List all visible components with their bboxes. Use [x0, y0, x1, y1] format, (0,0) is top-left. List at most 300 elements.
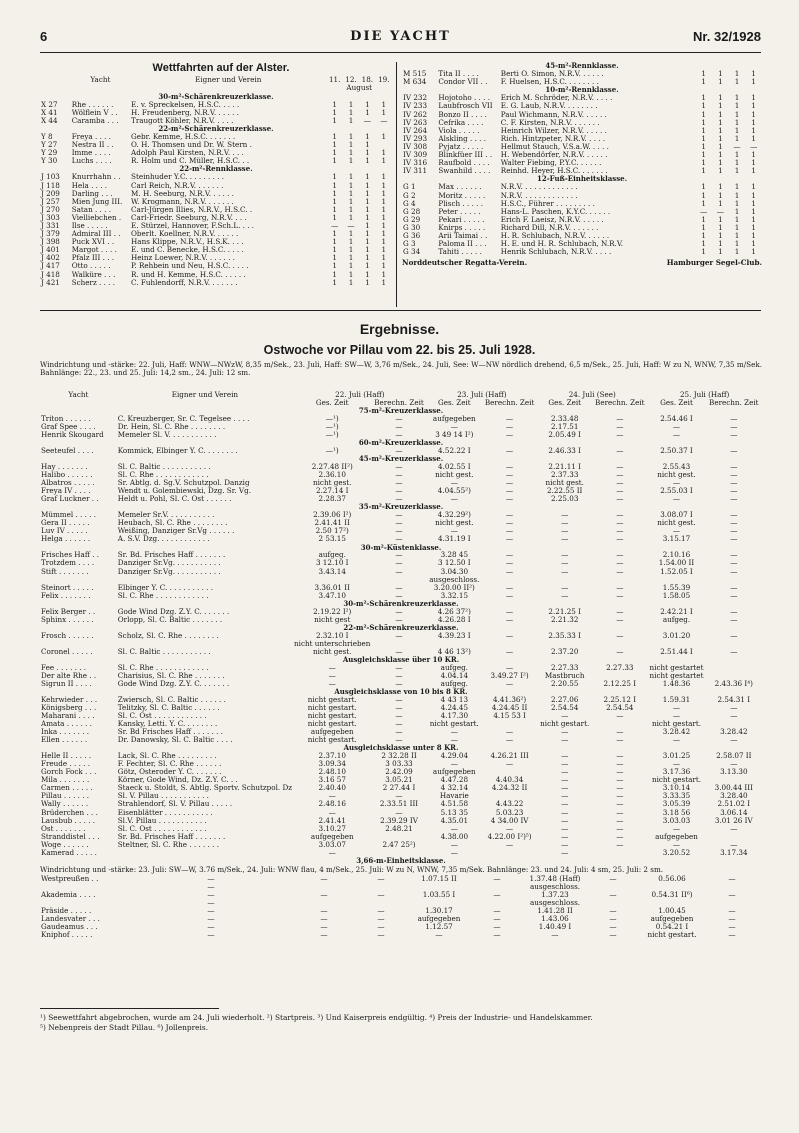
sail-number: IV 262: [403, 110, 428, 119]
result-time: —: [395, 736, 403, 745]
race-mark: 1: [751, 248, 756, 257]
result-time: —: [395, 471, 403, 480]
result-time: nicht gestartet: [649, 663, 704, 672]
yacht-name: Swanhild . . . .: [438, 167, 491, 176]
result-time: —¹): [325, 423, 339, 432]
result-time: —: [328, 792, 336, 801]
result-time: 3.17.36: [662, 768, 691, 777]
yacht-name: Frosch . . . . . .: [41, 631, 94, 640]
sail-number: Y 30: [41, 157, 58, 166]
result-time: 4.29.04: [440, 752, 469, 761]
race-mark: 1: [734, 126, 740, 135]
class-heading: [40, 688, 762, 696]
result-row: [40, 640, 762, 648]
owner-club: C. Kreuzberger, Sr. C. Tegelsee . . . .: [117, 415, 250, 424]
yacht-name: Hojotoho . . . .: [438, 94, 490, 103]
yacht-row: [40, 262, 392, 270]
race-mark: 1: [332, 157, 337, 166]
yacht-row: [402, 159, 762, 167]
owner-club: N.R.V. . . . . . . . . . . . .: [500, 191, 578, 200]
yacht-name: Kehrwieder . . .: [41, 695, 98, 704]
col-ges: Ges. Zeit: [548, 399, 582, 408]
race-mark: 1: [734, 94, 740, 103]
owner-club: —: [207, 890, 215, 899]
owner-club: Gode Wind Dzg. Z.Y. C. . . . . . .: [117, 679, 230, 688]
result-time: 3.33.35: [662, 792, 691, 801]
result-time: nicht unterschrieben: [294, 639, 371, 648]
yacht-name: Rhe . . . . . .: [71, 100, 114, 109]
yacht-row: [402, 70, 762, 78]
owner-club: Danziger Sr.Vg. . . . . . . . . . .: [117, 559, 221, 568]
result-time: —: [395, 519, 403, 528]
result-time: 1.52.05 I: [660, 567, 693, 576]
result-time: 3.01 26 IV: [714, 816, 753, 825]
race-mark: 1: [701, 134, 706, 143]
race-mark: 1: [701, 70, 706, 79]
sail-number: J 401: [41, 246, 60, 255]
owner-club: Walter Fiebing, P.Y.C. . . . . .: [500, 159, 602, 168]
result-time: —: [450, 848, 458, 857]
result-time: 2.51.44 I: [660, 647, 693, 656]
race-mark: 1: [348, 197, 354, 206]
result-time: —: [506, 736, 514, 745]
race-mark: 1: [365, 197, 370, 206]
owner-club: F. Fechter, Sl. C. Rhe . . . . . .: [117, 760, 222, 769]
yacht-name: Hela . . . .: [71, 181, 108, 190]
yacht-name: Darling . . .: [71, 189, 113, 198]
alster-col-yacht: Yacht: [90, 76, 111, 85]
result-time: [537, 640, 592, 648]
result-time: —: [561, 784, 569, 793]
class-label: Ausgleichsklasse von 10 bis 8 KR.: [334, 687, 468, 696]
owner-club: R. und H. Kemme, H.S.C. . . . . .: [131, 270, 246, 279]
result-row: [40, 592, 762, 600]
race-mark: 1: [718, 110, 723, 119]
result-time: —: [395, 711, 403, 720]
result-time: —: [395, 463, 403, 472]
page-header: [40, 30, 761, 50]
yacht-name: Luchs . . . .: [71, 157, 112, 166]
result-time: 2.27.33: [606, 663, 634, 672]
alster-month: August: [346, 84, 373, 93]
col-yacht: Yacht: [68, 391, 89, 399]
race-mark: 1: [718, 151, 723, 160]
owner-club: R. Holm und C. Müller, H.S.C. . .: [131, 157, 250, 166]
result-time: —: [730, 511, 738, 520]
result-time: —: [561, 768, 569, 777]
race-mark: 1: [381, 246, 387, 255]
race-mark: 1: [348, 262, 354, 271]
class-label: 30-m²-Küstenklasse.: [360, 543, 442, 552]
result-row: [40, 568, 762, 576]
yacht-row: [402, 102, 762, 110]
race-mark: 1: [348, 157, 354, 166]
result-time: nicht gestart.: [307, 711, 357, 720]
result-time: 2.35.33 I: [548, 631, 581, 640]
result-time: [706, 776, 762, 784]
result-time: nicht gestart.: [540, 720, 590, 729]
owner-club: Erich F. Laeisz, N.R.V. . . . . .: [500, 215, 604, 224]
race-mark: 1: [332, 230, 337, 239]
result-time: —: [730, 479, 738, 488]
race-mark: 1: [734, 110, 740, 119]
result-time: 2.43.36 I⁴): [714, 679, 753, 688]
result-time: —: [609, 923, 617, 932]
result-row: [40, 632, 762, 640]
result-time: 1.37.23: [541, 890, 569, 899]
result-time: —: [377, 915, 385, 924]
yacht-name: Vielliebchen .: [71, 213, 122, 222]
race-mark: 1: [718, 199, 723, 208]
race-mark: 1: [332, 262, 337, 271]
result-time: —: [320, 907, 328, 916]
race-mark: 1: [734, 191, 740, 200]
owner-club: Eisenblätter . . . . . . . . . . .: [117, 808, 213, 817]
result-time: —: [506, 647, 514, 656]
class-label: 60-m²-Kreuzerklasse.: [358, 439, 444, 448]
result-time: 1.37.48 (Haff): [529, 874, 581, 883]
result-time: 1.03.55 I: [422, 890, 456, 899]
race-mark: 1: [365, 141, 370, 150]
yacht-name: Sphinx . . . . . .: [41, 615, 94, 624]
race-mark: 1: [701, 183, 706, 192]
result-time: —: [506, 495, 514, 504]
sail-number: IV 264: [403, 126, 428, 135]
footnote-rule: [40, 1008, 219, 1009]
result-time: 2.19.22 I²): [313, 607, 352, 616]
race-mark: 1: [332, 108, 337, 117]
result-time: —: [609, 874, 617, 883]
result-time: —: [506, 511, 514, 520]
result-time: 1.55.39: [662, 583, 691, 592]
race-mark: 1: [718, 215, 723, 224]
owner-club: A. S.V. Dzg. . . . . . . . . . . .: [117, 535, 210, 544]
yacht-row: [40, 271, 392, 279]
race-mark: 1: [332, 149, 337, 158]
result-time: 2.54.31 I: [717, 695, 751, 704]
result-time: —: [616, 784, 624, 793]
yacht-name: Präside . . . . .: [41, 907, 92, 916]
owner-club: Dr. Hein, Sl. C. Rhe . . . . . . . .: [117, 423, 226, 432]
result-time: [482, 720, 537, 728]
result-time: 3.05.39: [662, 800, 691, 809]
result-time: 3.04.30: [440, 567, 469, 576]
result-time: —: [450, 495, 458, 504]
race-mark: 1: [332, 173, 337, 182]
class-label: 30-m²-Schärenkreuzerklasse.: [343, 599, 459, 608]
sail-number: IV 233: [403, 102, 428, 111]
result-time: —: [616, 447, 624, 456]
yacht-name: Fee . . . . . . .: [41, 663, 87, 672]
result-row: [40, 479, 762, 487]
result-time: aufgeg.: [318, 551, 346, 560]
sail-number: IV 263: [403, 118, 428, 127]
race-mark: 1: [701, 142, 706, 151]
result-time: —: [616, 423, 624, 432]
yacht-row: [402, 127, 762, 135]
yacht-row: [402, 232, 762, 240]
result-time: aufgegeben: [310, 832, 354, 841]
result-time: 2 32.28 II: [381, 752, 417, 761]
result-time: —: [506, 591, 514, 600]
yacht-name: Inka . . . . . . .: [41, 728, 90, 737]
result-time: 2.48.10: [318, 768, 346, 777]
owner-club: Henrik Schlubach, N.R.V. . . . .: [500, 248, 612, 257]
owner-club: M. H. Seeburg, N.R.V. . . . . .: [131, 189, 234, 198]
result-time: 4.17.30: [440, 711, 469, 720]
result-time: [706, 833, 762, 841]
yacht-row: [402, 200, 762, 208]
class-label: 10-m²-Rennklasse.: [545, 86, 619, 95]
result-row: [40, 768, 762, 776]
result-row: [40, 423, 762, 431]
owner-club: Heldt u. Pohl, Sl. C. Ost . . . . . .: [117, 495, 232, 504]
result-time: nicht gest.: [435, 519, 474, 528]
result-time: [647, 640, 705, 648]
owner-club: Heinrich Wilzer, N.R.V. . . . . .: [500, 126, 607, 135]
owner-club: —: [207, 882, 215, 891]
result-row: [40, 576, 762, 584]
column-divider: [396, 62, 397, 307]
race-mark: 1: [381, 262, 387, 271]
race-mark: 1: [365, 246, 370, 255]
yacht-name: Frisches Haff . .: [41, 551, 100, 560]
result-time: —: [616, 551, 624, 560]
race-mark: 1: [751, 183, 756, 192]
yacht-name: Arii Taimai . .: [438, 231, 488, 240]
result-time: —: [395, 631, 403, 640]
result-time: [468, 899, 526, 907]
result-time: 3.06.14: [720, 808, 748, 817]
yacht-name: Wally . . . . . .: [41, 800, 89, 809]
result-time: [296, 899, 352, 907]
result-row: [40, 875, 762, 883]
yacht-row: [402, 143, 762, 151]
result-time: 3.28.42: [720, 728, 748, 737]
race-mark: 1: [381, 189, 387, 198]
col-day4: 25. Juli (Haff): [679, 391, 730, 399]
race-mark: 1: [734, 223, 740, 232]
result-time: —: [328, 808, 336, 817]
result-time: —: [450, 824, 458, 833]
race-mark: 1: [332, 213, 337, 222]
race-mark: 1: [701, 231, 706, 240]
sail-number: J 103: [41, 173, 60, 182]
race-mark: 1: [332, 254, 337, 263]
yacht-name: Laubfrosch VII: [438, 102, 493, 111]
result-time: 0.56.06: [658, 874, 686, 883]
result-row: [40, 712, 762, 720]
race-mark: 1: [701, 199, 706, 208]
result-time: —: [395, 647, 403, 656]
race-mark: 1: [701, 159, 706, 168]
result-time: 3.17.34: [720, 848, 748, 857]
result-time: 2.21.11 I: [548, 463, 581, 472]
owner-club: Sl. C. Baltic . . . . . . . . . . .: [117, 647, 211, 656]
yacht-name: Scherz . . . .: [71, 278, 116, 287]
race-mark: 1: [718, 142, 723, 151]
result-time: —: [561, 511, 569, 520]
sail-number: IV 232: [403, 94, 428, 103]
result-time: [647, 576, 705, 584]
race-mark: 1: [365, 100, 370, 109]
result-row: [40, 680, 762, 688]
owner-club: Sl. C. Rhe . . . . . . . . . . . .: [117, 471, 209, 480]
race-mark: 1: [734, 167, 740, 176]
result-time: 1.48.36: [662, 679, 691, 688]
result-time: —: [672, 527, 681, 536]
result-time: —: [506, 615, 514, 624]
sail-number: IV 309: [403, 151, 428, 160]
owner-club: Sl. C. Baltic . . . . . . . . . . .: [117, 463, 211, 472]
result-time: 2.41.41: [318, 816, 346, 825]
yacht-row: [40, 279, 392, 287]
race-mark: 1: [701, 126, 706, 135]
race-mark: 1: [381, 230, 387, 239]
col-ges: Ges. Zeit: [315, 399, 349, 408]
result-time: 3.20.52: [662, 848, 691, 857]
result-time: —: [730, 591, 738, 600]
sail-number: J 257: [41, 197, 60, 206]
alster-date: 19.: [378, 76, 390, 85]
result-time: —: [395, 671, 403, 680]
class-heading: [40, 544, 762, 552]
race-mark: 1: [348, 205, 354, 214]
yacht-name: Graf Luckner . .: [41, 495, 99, 504]
result-time: —: [672, 840, 681, 849]
class-label: 45-m²-Kreuzerklasse.: [358, 455, 444, 464]
yacht-name: Freude . . . . .: [41, 760, 91, 769]
race-mark: 1: [718, 223, 723, 232]
sail-number: X 44: [41, 116, 58, 125]
result-row: [40, 899, 762, 907]
race-mark: —: [750, 142, 758, 151]
result-time: 3.28.40: [720, 792, 748, 801]
result-time: —: [672, 736, 681, 745]
result-time: 3.05.21: [385, 776, 413, 785]
result-time: —: [377, 874, 385, 883]
race-mark: 1: [751, 191, 756, 200]
result-time: 2.37.20: [550, 647, 579, 656]
result-time: —: [730, 447, 738, 456]
owner-club: W. Krogmann, N.R.V. . . . . . .: [131, 197, 234, 206]
result-time: —: [616, 607, 624, 616]
result-time: 2.46.33 I: [548, 447, 581, 456]
col-ber: Berechn. Zeit: [484, 399, 535, 408]
result-time: 3.49.27 I²): [490, 671, 529, 680]
result-time: 1.54.00 II: [658, 559, 695, 568]
race-mark: 1: [381, 278, 387, 287]
result-time: —: [616, 463, 624, 472]
yacht-name: Luv IV . . . . .: [41, 527, 88, 536]
result-time: 4.26.21 III: [490, 752, 529, 761]
race-mark: 1: [365, 189, 370, 198]
yacht-name: Caramba . . .: [71, 116, 119, 125]
class-heading: [40, 503, 762, 511]
yacht-row: [40, 149, 392, 157]
owner-club: H.S.C., Führer . . . . . . . . .: [500, 199, 595, 208]
yacht-row: [402, 248, 762, 256]
result-time: 4.26 37²): [437, 607, 471, 616]
race-mark: 1: [718, 70, 723, 79]
sail-number: Y 27: [41, 141, 58, 150]
race-mark: 1: [348, 246, 354, 255]
yacht-name: Brüderchen . . .: [41, 808, 98, 817]
result-time: —: [320, 890, 328, 899]
race-mark: 1: [751, 240, 756, 249]
result-time: 3 12.50 I: [438, 559, 471, 568]
result-time: 1.30.17: [425, 907, 453, 916]
result-time: —: [730, 583, 738, 592]
result-time: nicht gestart.: [651, 776, 702, 785]
result-time: 2.55.03 I: [660, 487, 693, 496]
result-time: nicht gestartet: [649, 671, 704, 680]
alster-date: 11.: [328, 76, 341, 85]
result-time: 4.26.28 I: [438, 615, 471, 624]
yacht-row: [402, 240, 762, 248]
race-mark: 1: [348, 116, 354, 125]
race-mark: 1: [348, 181, 354, 190]
result-time: —: [377, 890, 385, 899]
result-time: —: [328, 671, 336, 680]
sail-number: X 41: [41, 108, 58, 117]
owner-club: Staeck u. Stoldt, S. Abtlg. Sportv. Schutzpol. Dz: [117, 784, 293, 793]
race-mark: 1: [701, 118, 706, 127]
result-time: nicht gestart.: [307, 695, 357, 704]
result-row: [40, 891, 762, 899]
race-mark: 1: [332, 246, 337, 255]
sail-number: J 417: [41, 262, 60, 271]
result-time: —: [561, 800, 569, 809]
result-time: —: [395, 591, 403, 600]
owner-club: Körner, Gode Wind, Dz. Z.Y. C. . .: [117, 776, 238, 785]
rennklasse-section: [402, 62, 762, 267]
result-time: —: [320, 874, 328, 883]
result-time: —: [616, 792, 624, 801]
race-mark: 1: [718, 167, 723, 176]
result-time: —: [672, 495, 681, 504]
result-row: [40, 463, 762, 471]
race-mark: 1: [734, 159, 740, 168]
yacht-name: Gaudeamus . . .: [41, 923, 98, 932]
result-time: —: [561, 551, 569, 560]
result-time: 2.50 17²): [315, 527, 349, 536]
club-right: Hamburger Segel-Club.: [666, 258, 762, 268]
sail-number: J 209: [41, 189, 60, 198]
result-time: 2.39.06 I²): [313, 511, 352, 520]
result-time: —: [506, 471, 514, 480]
race-mark: 1: [348, 141, 354, 150]
result-time: —: [728, 890, 736, 899]
race-mark: 1: [365, 108, 370, 117]
class-heading: [40, 455, 762, 463]
race-mark: 1: [734, 183, 740, 192]
results-body-2: [40, 875, 762, 940]
result-time: aufgegeben: [432, 768, 476, 777]
result-time: —: [616, 824, 624, 833]
result-row: [40, 825, 762, 833]
result-time: 4.31.19 I: [438, 535, 471, 544]
result-time: —: [395, 535, 403, 544]
result-time: [706, 672, 762, 680]
result-time: [706, 640, 762, 648]
result-time: —: [730, 423, 738, 432]
yacht-row: [40, 254, 392, 262]
yacht-name: Albatros . . . . .: [41, 479, 95, 488]
result-time: [642, 899, 702, 907]
yacht-name: Moritz . . . . .: [438, 191, 486, 200]
yacht-row: [40, 222, 392, 230]
